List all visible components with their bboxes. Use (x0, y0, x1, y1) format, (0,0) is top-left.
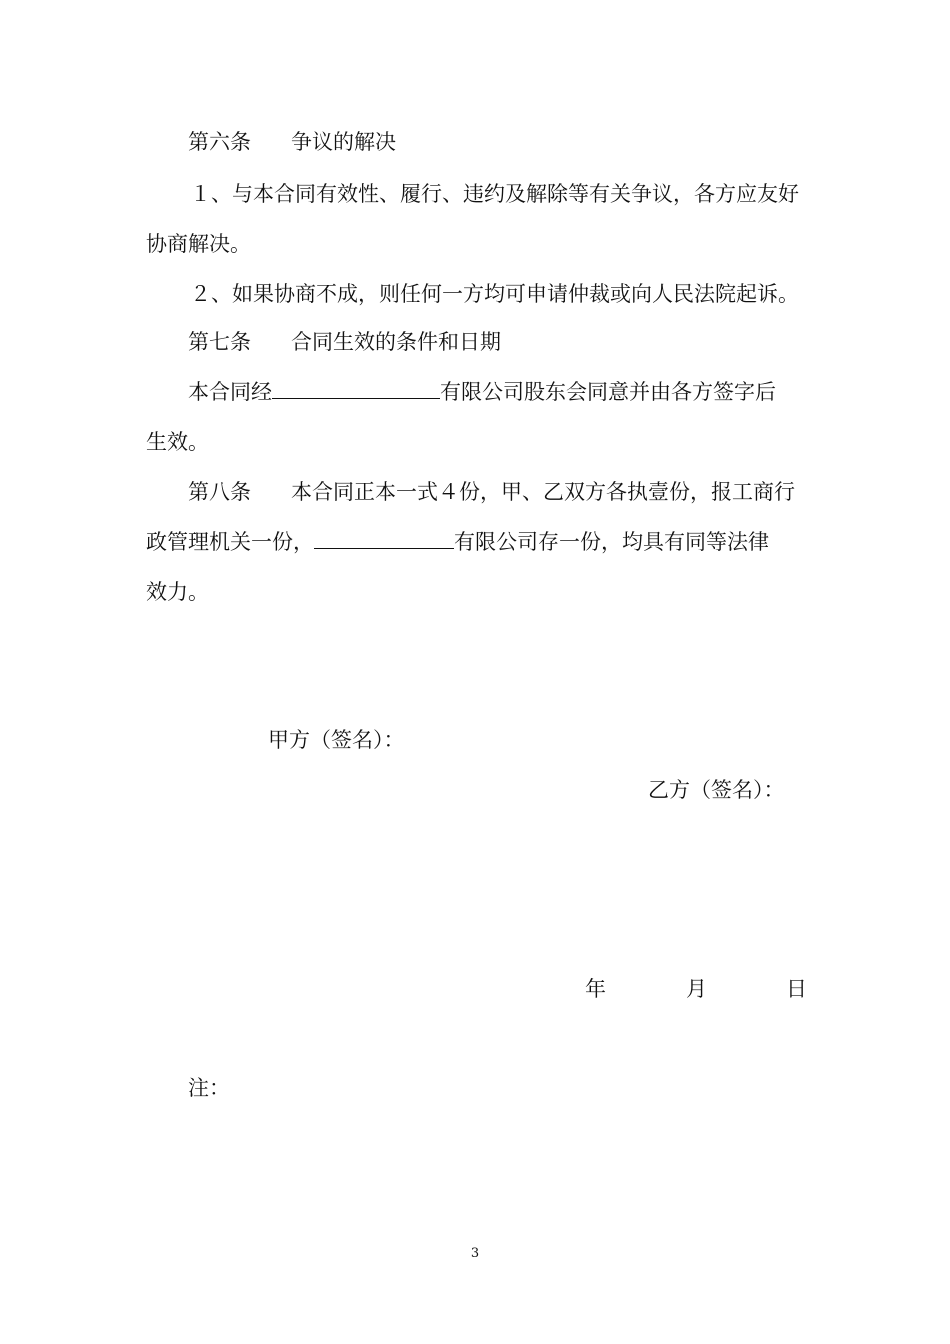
article8-line1 (188, 478, 795, 506)
page-number: 3 (470, 1246, 480, 1261)
article6-title: 争议的解决 (291, 130, 396, 154)
article8-label: 第八条 (188, 480, 251, 504)
article7-label: 第七条 (188, 330, 251, 354)
article8-text-line2b: 有限公司存一份，均具有同等法律 (454, 530, 769, 554)
article7-text-line1 (188, 378, 776, 406)
article8-line3: 效力。 (146, 580, 209, 604)
article6-label: 第六条 (188, 130, 251, 154)
date-year: 年 (585, 977, 606, 1001)
article8-text-line1: 本合同正本一式４份，甲、乙双方各执壹份，报工商行 (291, 480, 795, 504)
article8-line2 (146, 528, 769, 556)
party-a-signature: 甲方（签名）： (268, 728, 405, 752)
article6-item1-line1: １、与本合同有效性、履行、违约及解除等有关争议，各方应友好 (190, 182, 799, 206)
company-name-blank-2 (314, 528, 454, 549)
article6-heading (188, 128, 396, 156)
article6-item2: ２、如果协商不成，则任何一方均可申请仲裁或向人民法院起诉。 (190, 282, 799, 306)
article7-heading (188, 328, 501, 356)
article6-item1-line2: 协商解决。 (146, 232, 251, 256)
article8-text-line2a: 政管理机关一份， (146, 530, 314, 554)
note-label: 注： (188, 1076, 230, 1100)
article7-text-a: 本合同经 (188, 380, 272, 404)
article7-text-line2: 生效。 (146, 430, 209, 454)
company-name-blank-1 (272, 378, 440, 399)
date-day: 日 (786, 977, 807, 1001)
date-month: 月 (686, 977, 707, 1001)
party-b-signature: 乙方（签名）： (648, 778, 785, 802)
article7-text-b: 有限公司股东会同意并由各方签字后 (440, 380, 776, 404)
article7-title: 合同生效的条件和日期 (291, 330, 501, 354)
